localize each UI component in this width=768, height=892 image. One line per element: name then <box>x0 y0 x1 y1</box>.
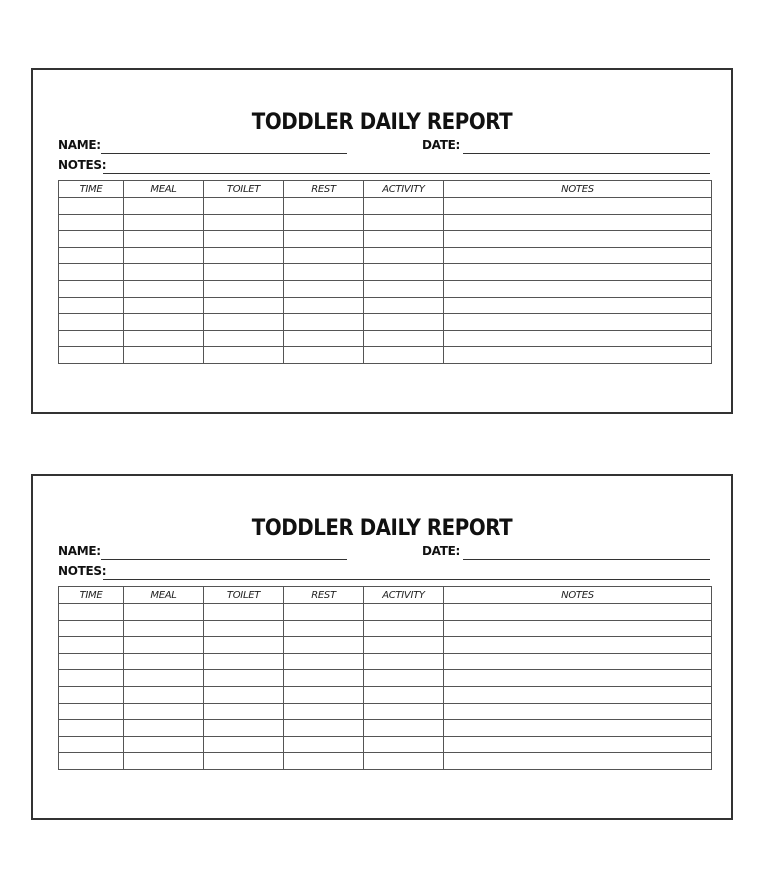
cell-meal[interactable] <box>124 653 204 670</box>
table-row <box>59 736 712 753</box>
cell-meal[interactable] <box>124 330 204 347</box>
cell-rest[interactable] <box>284 330 364 347</box>
cell-time[interactable] <box>59 620 124 637</box>
cell-meal[interactable] <box>124 264 204 281</box>
table-row <box>59 604 712 621</box>
cell-time[interactable] <box>59 653 124 670</box>
table-row <box>59 231 712 248</box>
column-header-activity: ACTIVITY <box>364 181 444 198</box>
cell-rest[interactable] <box>284 297 364 314</box>
cell-notes[interactable] <box>444 637 712 654</box>
cell-notes[interactable] <box>444 604 712 621</box>
cell-activity[interactable] <box>364 604 444 621</box>
cell-meal[interactable] <box>124 314 204 331</box>
cell-time[interactable] <box>59 347 124 364</box>
cell-time[interactable] <box>59 297 124 314</box>
cell-time[interactable] <box>59 670 124 687</box>
cell-activity[interactable] <box>364 670 444 687</box>
cell-rest[interactable] <box>284 653 364 670</box>
table-row <box>59 330 712 347</box>
cell-time[interactable] <box>59 736 124 753</box>
name-field-line[interactable] <box>101 153 347 154</box>
cell-time[interactable] <box>59 637 124 654</box>
cell-rest[interactable] <box>284 637 364 654</box>
cell-activity[interactable] <box>364 753 444 770</box>
cell-activity[interactable] <box>364 247 444 264</box>
cell-toilet[interactable] <box>204 703 284 720</box>
table-row <box>59 214 712 231</box>
cell-time[interactable] <box>59 280 124 297</box>
cell-notes[interactable] <box>444 231 712 248</box>
date-field-line[interactable] <box>463 559 710 560</box>
cell-activity[interactable] <box>364 686 444 703</box>
cell-notes[interactable] <box>444 214 712 231</box>
cell-rest[interactable] <box>284 620 364 637</box>
date-label: DATE: <box>422 138 460 152</box>
cell-time[interactable] <box>59 264 124 281</box>
cell-notes[interactable] <box>444 198 712 215</box>
cell-toilet[interactable] <box>204 604 284 621</box>
date-label: DATE: <box>422 544 460 558</box>
cell-time[interactable] <box>59 330 124 347</box>
daily-report-card-1 <box>31 68 733 414</box>
column-header-rest: REST <box>284 587 364 604</box>
cell-notes[interactable] <box>444 670 712 687</box>
daily-report-card-2 <box>31 474 733 820</box>
date-field-line[interactable] <box>463 153 710 154</box>
cell-rest[interactable] <box>284 736 364 753</box>
cell-time[interactable] <box>59 703 124 720</box>
report-table <box>58 586 712 770</box>
cell-activity[interactable] <box>364 637 444 654</box>
cell-activity[interactable] <box>364 330 444 347</box>
table-row <box>59 347 712 364</box>
notes-field-line[interactable] <box>103 579 710 580</box>
cell-toilet[interactable] <box>204 620 284 637</box>
column-header-meal: MEAL <box>124 587 204 604</box>
cell-rest[interactable] <box>284 231 364 248</box>
cell-notes[interactable] <box>444 297 712 314</box>
cell-activity[interactable] <box>364 297 444 314</box>
cell-notes[interactable] <box>444 280 712 297</box>
table-row <box>59 198 712 215</box>
table-row <box>59 247 712 264</box>
column-header-notes: NOTES <box>444 181 712 198</box>
cell-meal[interactable] <box>124 198 204 215</box>
table-header-row <box>59 181 712 198</box>
cell-toilet[interactable] <box>204 231 284 248</box>
cell-time[interactable] <box>59 686 124 703</box>
report-title: TODDLER DAILY REPORT <box>251 110 513 135</box>
notes-label: NOTES: <box>58 564 107 578</box>
cell-activity[interactable] <box>364 703 444 720</box>
cell-toilet[interactable] <box>204 686 284 703</box>
cell-rest[interactable] <box>284 247 364 264</box>
column-header-time: TIME <box>59 587 124 604</box>
table-row <box>59 720 712 737</box>
report-table <box>58 180 712 364</box>
cell-rest[interactable] <box>284 280 364 297</box>
cell-notes[interactable] <box>444 753 712 770</box>
cell-time[interactable] <box>59 314 124 331</box>
name-label: NAME: <box>58 544 101 558</box>
notes-label: NOTES: <box>58 158 107 172</box>
cell-activity[interactable] <box>364 264 444 281</box>
cell-notes[interactable] <box>444 653 712 670</box>
cell-meal[interactable] <box>124 720 204 737</box>
cell-rest[interactable] <box>284 347 364 364</box>
table-row <box>59 670 712 687</box>
table-header-row <box>59 587 712 604</box>
table-row <box>59 264 712 281</box>
cell-toilet[interactable] <box>204 653 284 670</box>
notes-field-line[interactable] <box>103 173 710 174</box>
table-row <box>59 753 712 770</box>
cell-toilet[interactable] <box>204 297 284 314</box>
table-row <box>59 297 712 314</box>
cell-notes[interactable] <box>444 620 712 637</box>
cell-time[interactable] <box>59 231 124 248</box>
cell-time[interactable] <box>59 214 124 231</box>
cell-activity[interactable] <box>364 314 444 331</box>
cell-toilet[interactable] <box>204 670 284 687</box>
cell-notes[interactable] <box>444 264 712 281</box>
cell-rest[interactable] <box>284 214 364 231</box>
cell-notes[interactable] <box>444 247 712 264</box>
table-row <box>59 620 712 637</box>
cell-toilet[interactable] <box>204 314 284 331</box>
cell-meal[interactable] <box>124 280 204 297</box>
cell-toilet[interactable] <box>204 753 284 770</box>
cell-activity[interactable] <box>364 347 444 364</box>
cell-notes[interactable] <box>444 703 712 720</box>
cell-toilet[interactable] <box>204 247 284 264</box>
table-row <box>59 637 712 654</box>
cell-time[interactable] <box>59 247 124 264</box>
cell-toilet[interactable] <box>204 736 284 753</box>
column-header-rest: REST <box>284 181 364 198</box>
cell-activity[interactable] <box>364 214 444 231</box>
name-field-line[interactable] <box>101 559 347 560</box>
cell-notes[interactable] <box>444 330 712 347</box>
cell-rest[interactable] <box>284 720 364 737</box>
column-header-meal: MEAL <box>124 181 204 198</box>
cell-meal[interactable] <box>124 347 204 364</box>
cell-rest[interactable] <box>284 703 364 720</box>
cell-notes[interactable] <box>444 314 712 331</box>
cell-activity[interactable] <box>364 720 444 737</box>
cell-activity[interactable] <box>364 231 444 248</box>
cell-meal[interactable] <box>124 736 204 753</box>
cell-meal[interactable] <box>124 620 204 637</box>
cell-rest[interactable] <box>284 670 364 687</box>
cell-time[interactable] <box>59 604 124 621</box>
cell-meal[interactable] <box>124 604 204 621</box>
column-header-toilet: TOILET <box>204 587 284 604</box>
table-body <box>59 604 712 770</box>
cell-toilet[interactable] <box>204 637 284 654</box>
column-header-toilet: TOILET <box>204 181 284 198</box>
table-row <box>59 314 712 331</box>
cell-activity[interactable] <box>364 198 444 215</box>
cell-meal[interactable] <box>124 686 204 703</box>
cell-meal[interactable] <box>124 214 204 231</box>
cell-meal[interactable] <box>124 231 204 248</box>
cell-activity[interactable] <box>364 736 444 753</box>
cell-toilet[interactable] <box>204 214 284 231</box>
cell-toilet[interactable] <box>204 198 284 215</box>
column-header-notes: NOTES <box>444 587 712 604</box>
cell-notes[interactable] <box>444 686 712 703</box>
cell-toilet[interactable] <box>204 264 284 281</box>
report-title: TODDLER DAILY REPORT <box>251 516 513 541</box>
cell-rest[interactable] <box>284 198 364 215</box>
cell-toilet[interactable] <box>204 720 284 737</box>
table-row <box>59 653 712 670</box>
table-row <box>59 703 712 720</box>
cell-time[interactable] <box>59 720 124 737</box>
cell-meal[interactable] <box>124 637 204 654</box>
table-body <box>59 198 712 364</box>
cell-time[interactable] <box>59 198 124 215</box>
cell-notes[interactable] <box>444 736 712 753</box>
column-header-activity: ACTIVITY <box>364 587 444 604</box>
cell-rest[interactable] <box>284 753 364 770</box>
cell-time[interactable] <box>59 753 124 770</box>
cell-meal[interactable] <box>124 670 204 687</box>
cell-toilet[interactable] <box>204 280 284 297</box>
cell-activity[interactable] <box>364 620 444 637</box>
cell-toilet[interactable] <box>204 330 284 347</box>
table-row <box>59 280 712 297</box>
cell-rest[interactable] <box>284 314 364 331</box>
cell-rest[interactable] <box>284 686 364 703</box>
cell-notes[interactable] <box>444 720 712 737</box>
table-row <box>59 686 712 703</box>
cell-toilet[interactable] <box>204 347 284 364</box>
cell-rest[interactable] <box>284 264 364 281</box>
name-label: NAME: <box>58 138 101 152</box>
cell-activity[interactable] <box>364 280 444 297</box>
cell-notes[interactable] <box>444 347 712 364</box>
column-header-time: TIME <box>59 181 124 198</box>
cell-meal[interactable] <box>124 703 204 720</box>
cell-meal[interactable] <box>124 297 204 314</box>
cell-meal[interactable] <box>124 247 204 264</box>
cell-activity[interactable] <box>364 653 444 670</box>
cell-rest[interactable] <box>284 604 364 621</box>
cell-meal[interactable] <box>124 753 204 770</box>
